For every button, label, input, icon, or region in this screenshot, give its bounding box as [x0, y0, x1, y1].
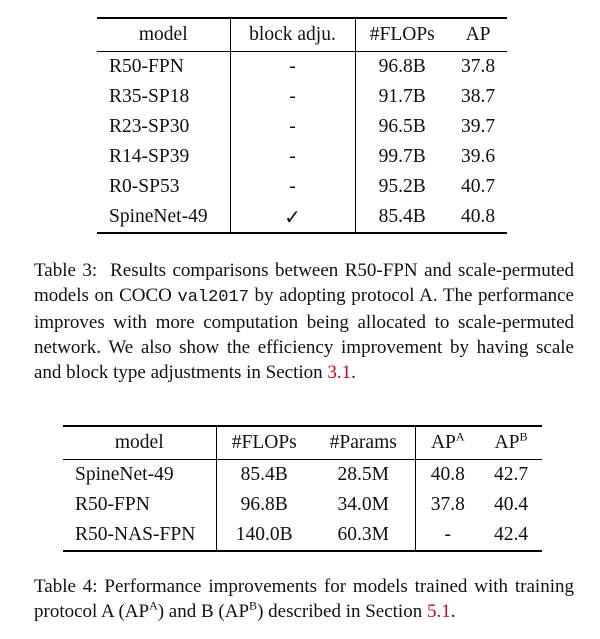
- caption-label: Table 3:: [34, 260, 98, 281]
- caption-code: val2017: [177, 288, 249, 307]
- cell-ap: 40.8: [449, 202, 507, 233]
- caption-text: ) described in Section: [257, 601, 423, 622]
- cell-ap: 37.8: [461, 56, 496, 77]
- cell-flops: 96.8B: [378, 56, 426, 77]
- cell-ap: 38.7: [461, 86, 496, 107]
- header-flops: #FLOPs: [355, 18, 449, 52]
- cell-model: R50-NAS-FPN: [63, 520, 216, 551]
- cell-model: SpineNet-49: [63, 460, 216, 491]
- header-params: #Params: [312, 426, 415, 460]
- cell-model: R14-SP39: [97, 142, 230, 172]
- cell-ap-a: -: [415, 520, 480, 551]
- caption-end: .: [450, 601, 456, 622]
- table-row: [97, 52, 507, 83]
- header-model: model: [63, 426, 216, 460]
- cell-flops: 99.7B: [378, 146, 426, 167]
- cell-ap-b: 42.7: [493, 464, 529, 485]
- cell-block-adju: -: [230, 112, 355, 142]
- caption-text: by adopting protocol A. The performance improves with more computation being allocated to scale-permuted network. We also show the efficiency improvement by having scale and block type adjustments in Section: [34, 285, 574, 383]
- cell-params: 60.3M: [312, 520, 415, 551]
- table-4: [63, 425, 542, 552]
- caption-label: Table 4:: [34, 576, 98, 597]
- caption-end: .: [351, 362, 356, 383]
- header-flops: #FLOPs: [216, 426, 312, 460]
- table-row: [97, 202, 507, 233]
- table-row: [63, 460, 542, 491]
- cell-model: R50-FPN: [63, 490, 216, 520]
- cell-model: R35-SP18: [97, 82, 230, 112]
- cell-params: 28.5M: [312, 460, 415, 491]
- table-4-caption: [34, 574, 574, 624]
- header-ap: AP: [449, 18, 507, 52]
- cell-ap: 40.7: [461, 176, 496, 197]
- cell-block-adju: -: [230, 172, 355, 202]
- section-ref-link[interactable]: 5.1: [426, 601, 451, 622]
- cell-block-adju: -: [230, 52, 355, 83]
- cell-model: SpineNet-49: [97, 202, 230, 233]
- caption-text: ) and B (AP: [157, 601, 250, 622]
- cell-model: R50-FPN: [97, 52, 230, 83]
- cell-model: R0-SP53: [97, 172, 230, 202]
- table-row: [97, 82, 507, 112]
- cell-flops: 95.2B: [378, 176, 426, 197]
- cell-ap: 39.7: [461, 116, 496, 137]
- table-row: [97, 112, 507, 142]
- table-row: [97, 142, 507, 172]
- caption-sup: B: [249, 598, 258, 613]
- cell-ap-a: 37.8: [430, 494, 465, 515]
- caption-text: Performance improvements for models trained with training protocol A (AP: [34, 576, 574, 622]
- cell-flops: 96.5B: [378, 116, 426, 137]
- table-header-row: [97, 18, 507, 52]
- cell-ap-a: 40.8: [430, 464, 465, 485]
- cell-flops: 91.7B: [378, 86, 426, 107]
- table-row: [63, 490, 542, 520]
- cell-flops: 85.4B: [355, 202, 449, 233]
- caption-text: Results comparisons between R50-FPN and scale-permuted models on COCO: [34, 260, 575, 306]
- cell-flops: 85.4B: [240, 464, 288, 485]
- table-row: [97, 172, 507, 202]
- cell-ap-b: 42.4: [480, 520, 542, 551]
- table-3-caption: [34, 258, 574, 385]
- header-model: model: [97, 18, 230, 52]
- checkmark-icon: ✓: [230, 202, 355, 233]
- cell-flops: 96.8B: [240, 494, 288, 515]
- header-ap-b: $AP^B$: [480, 426, 542, 460]
- caption-sup: A: [149, 598, 158, 613]
- table-header-row: [63, 426, 542, 460]
- table-3: [97, 17, 507, 234]
- section-ref-link[interactable]: 3.1: [327, 362, 352, 383]
- cell-model: R23-SP30: [97, 112, 230, 142]
- cell-flops: 140.0B: [216, 520, 312, 551]
- cell-block-adju: -: [230, 82, 355, 112]
- cell-block-adju: -: [230, 142, 355, 172]
- table-row: [63, 520, 542, 551]
- cell-ap-b: 40.4: [493, 494, 529, 515]
- header-block-adju: block adju.: [230, 18, 355, 52]
- cell-params: 34.0M: [312, 490, 415, 520]
- header-ap-a: $AP^A$: [415, 426, 480, 460]
- cell-ap: 39.6: [461, 146, 496, 167]
